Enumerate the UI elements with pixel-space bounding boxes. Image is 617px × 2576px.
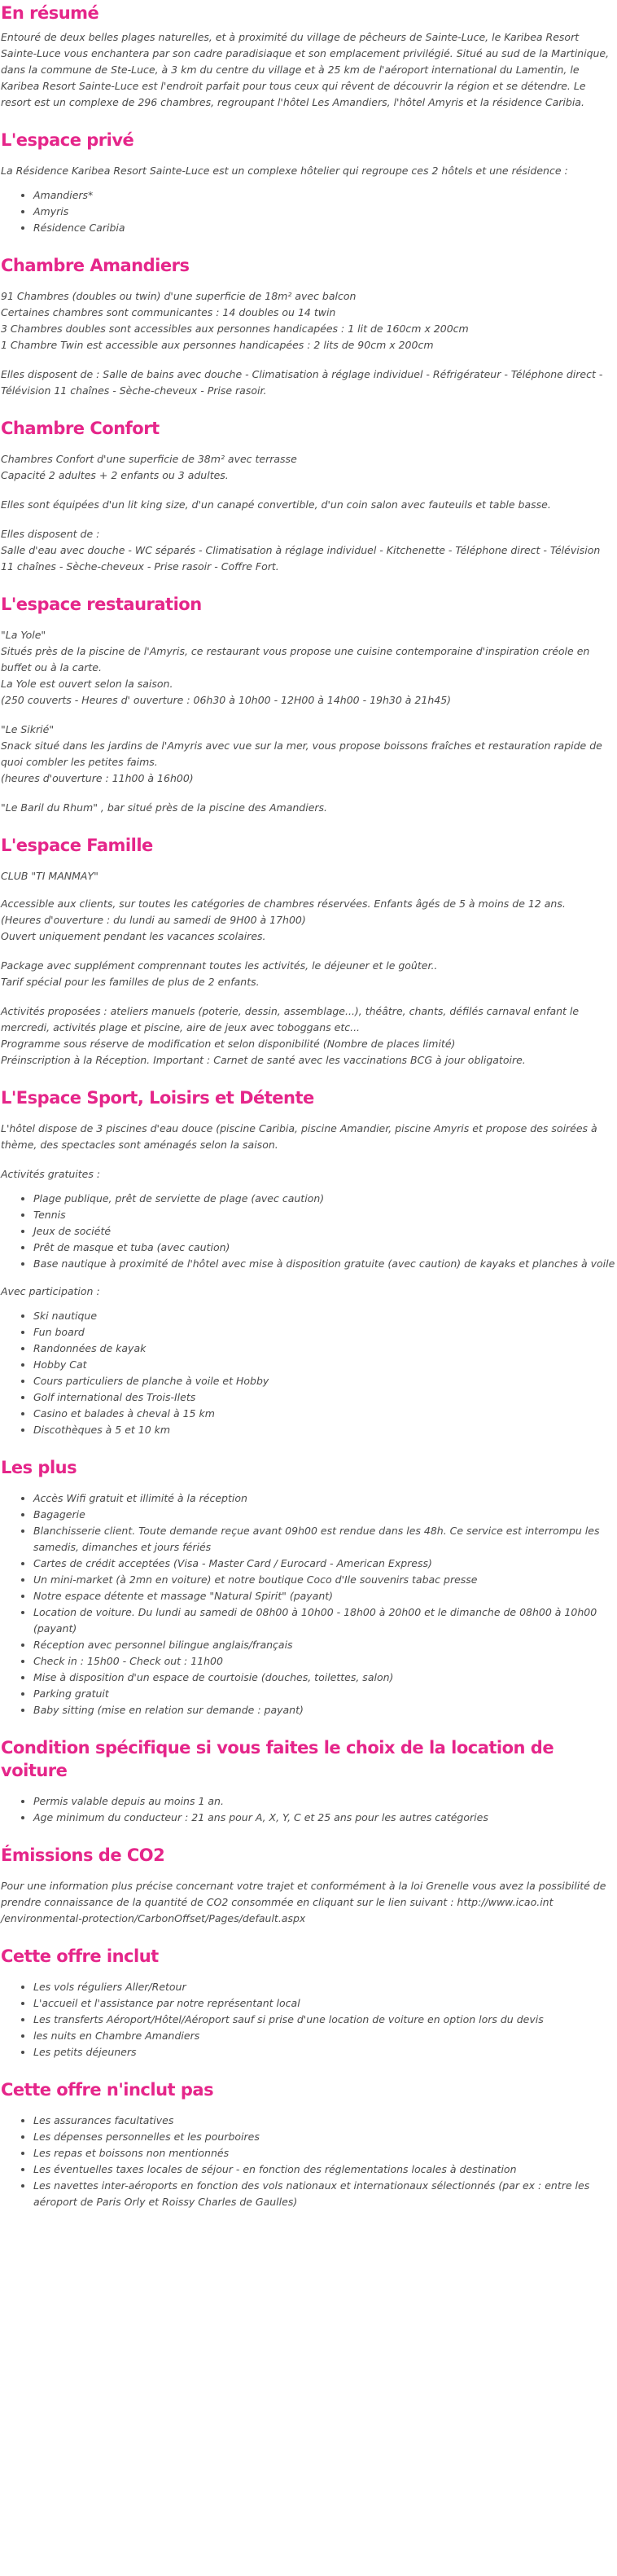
text-line: (250 couverts - Heures d' ouverture : 06h30 à 10h00 - 12H00 à 14h00 - 19h30 à 21h45): [1, 694, 452, 706]
list-item: • Prêt de masque et tuba (avec caution): [33, 1240, 615, 1256]
list-item: • Bagagerie: [33, 1507, 615, 1523]
inclut-list: [1, 1979, 615, 2060]
free-activities-label: Activités gratuites :: [1, 1168, 101, 1180]
confort-equipment: [1, 526, 615, 575]
text-line: Situés près de la piscine de l'Amyris, ce restaurant vous propose une cuisine contemporaine d'inspiration créole en buffet ou à la carte.: [1, 645, 590, 674]
list-item: • Cartes de crédit acceptées (Visa - Master Card / Eurocard - American Express): [33, 1556, 615, 1572]
text-line: Préinscription à la Réception. Important : Carnet de santé avec les vaccinations BCG à jour obligatoire.: [1, 1054, 526, 1066]
text-line: (heures d'ouverture : 11h00 à 16h00): [1, 772, 194, 784]
section-title-restauration: L'espace restauration: [1, 595, 202, 614]
text-line: 1 Chambre Twin est accessible aux personnes handicapées : 2 lits de 90cm x 200cm: [1, 339, 434, 351]
list-item: • Amandiers*: [33, 187, 615, 204]
list-item: • Base nautique à proximité de l'hôtel avec mise à disposition gratuite (avec caution) de kayaks et planches à voile: [33, 1256, 615, 1272]
list-item: • Résidence Caribia: [33, 220, 615, 236]
co2-text: Pour une information plus précise concernant votre trajet et conformément à la loi Grenelle vous avez la possibilité de prendre connaissance de la quantité de CO2 consommée en cliquant sur le lien suivant : http://www.icao.int /environmental-protection/CarbonOffset/Pages/default.aspx: [1, 1880, 606, 1924]
text-line: Salle d'eau avec douche - WC séparés - Climatisation à réglage individuel - Kitchenette - Téléphone direct - Télévision 11 chaînes - Sèche-cheveux - Prise rasoir - Coffre Fort.: [1, 544, 601, 573]
section-title-inclut: Cette offre inclut: [1, 1946, 159, 1966]
list-item: • Baby sitting (mise en relation sur demande : payant): [33, 1702, 615, 1718]
list-item: • Les transferts Aéroport/Hôtel/Aéroport sauf si prise d'une location de voiture en option lors du devis: [33, 2012, 615, 2028]
text-line: Ouvert uniquement pendant les vacances scolaires.: [1, 930, 266, 942]
list-item: • Les vols réguliers Aller/Retour: [33, 1979, 615, 1995]
club-activities: [1, 1003, 615, 1069]
list-item: • Fun board: [33, 1324, 615, 1341]
section-title-ninclut: Cette offre n'inclut pas: [1, 2080, 214, 2100]
list-item: • Un mini-market (à 2mn en voiture) et notre boutique Coco d'Ile souvenirs tabac presse: [33, 1572, 615, 1588]
text-line: 91 Chambres (doubles ou twin) d'une superficie de 18m² avec balcon: [1, 290, 357, 302]
text-line: Capacité 2 adultes + 2 enfants ou 3 adultes.: [1, 469, 229, 481]
list-item: • Mise à disposition d'un espace de courtoisie (douches, toilettes, salon): [33, 1670, 615, 1686]
list-item: • Les petits déjeuners: [33, 2044, 615, 2060]
section-title-famille: L'espace Famille: [1, 836, 153, 855]
list-item: • Réception avec personnel bilingue anglais/français: [33, 1637, 615, 1653]
section-title-location: Condition spécifique si vous faites le choix de la location de voiture: [1, 1738, 554, 1780]
text-line: Snack situé dans les jardins de l'Amyris avec vue sur la mer, vous propose boissons fraîches et restauration rapide de quoi combler les petites faims.: [1, 739, 602, 768]
list-item: • Jeux de société: [33, 1223, 615, 1240]
list-item: • Golf international des Trois-Ilets: [33, 1389, 615, 1406]
section-title-espace-prive: L'espace privé: [1, 130, 134, 150]
club-package: [1, 958, 615, 990]
confort-details: [1, 451, 615, 484]
list-item: • Les repas et boissons non mentionnés: [33, 2145, 615, 2161]
section-title-resume: En résumé: [1, 3, 99, 23]
text-line: Elles disposent de :: [1, 528, 100, 540]
list-item: • Randonnées de kayak: [33, 1341, 615, 1357]
section-title-co2: Émissions de CO2: [1, 1845, 165, 1865]
section-title-amandiers: Chambre Amandiers: [1, 256, 190, 275]
list-item: • Location de voiture. Du lundi au samedi de 08h00 à 10h00 - 18h00 à 20h00 et le dimanche de 08h00 à 10h00 (payant): [33, 1604, 615, 1637]
list-item: • Amyris: [33, 204, 615, 220]
list-item: • Les éventuelles taxes locales de séjour - en fonction des réglementations locales à destination: [33, 2161, 615, 2178]
paid-activities-label: Avec participation :: [1, 1285, 100, 1297]
plus-list: [1, 1490, 615, 1718]
list-item: • Blanchisserie client. Toute demande reçue avant 09h00 est rendue dans les 48h. Ce service est interrompu les samedis, dimanches et jours fériés: [33, 1523, 615, 1556]
list-item: • Discothèques à 5 et 10 km: [33, 1422, 615, 1438]
restaurant-la-yole: [1, 627, 615, 709]
list-item: • Parking gratuit: [33, 1686, 615, 1702]
list-item: • Notre espace détente et massage "Natural Spirit" (payant): [33, 1588, 615, 1604]
list-item: • L'accueil et l'assistance par notre représentant local: [33, 1995, 615, 2012]
text-line: Activités proposées : ateliers manuels (poterie, dessin, assemblage...), théâtre, chants, défilés carnaval enfant le mercredi, activités plage et piscine, aire de jeux avec toboggans etc...: [1, 1005, 580, 1033]
section-title-plus: Les plus: [1, 1458, 77, 1477]
resume-text: Entouré de deux belles plages naturelles, et à proximité du village de pêcheurs de Sainte-Luce, le Karibea Resort Sainte-Luce vous enchantera par son cadre paradisiaque et son emplacement privilégié. Situé au sud de la Martinique, dans la commune de Ste-Luce, à 3 km du centre du village et à 25 km de l'aéroport international du Lamentin, le Karibea Resort Sainte-Luce est l'endroit parfait pour tous ceux qui rêvent de découvrir la région et se détendre. Le resort est un complexe de 296 chambres, regroupant l'hôtel Les Amandiers, l'hôtel Amyris et la résidence Caribia.: [1, 31, 610, 108]
list-item: • Cours particuliers de planche à voile et Hobby: [33, 1373, 615, 1389]
espace-prive-intro: La Résidence Karibea Resort Sainte-Luce est un complexe hôtelier qui regroupe ces 2 hôtels et une résidence :: [1, 165, 568, 177]
text-line: Tarif spécial pour les familles de plus de 2 enfants.: [1, 976, 260, 988]
espace-prive-list: [1, 187, 615, 236]
list-item: • Les navettes inter-aéroports en fonction des vols nationaux et internationaux sélectionnés (par ex : entre les aéroport de Paris Orly et Roissy Charles de Gaulles): [33, 2178, 615, 2210]
list-item: • les nuits en Chambre Amandiers: [33, 2028, 615, 2044]
list-item: • Check in : 15h00 - Check out : 11h00: [33, 1653, 615, 1670]
text-line: Package avec supplément comprennant toutes les activités, le déjeuner et le goûter..: [1, 959, 438, 972]
text-line: "La Yole": [1, 629, 46, 641]
amandiers-details: [1, 288, 615, 353]
section-title-confort: Chambre Confort: [1, 419, 160, 438]
free-activities-list: [1, 1191, 615, 1272]
club-name: CLUB "TI MANMAY": [1, 870, 98, 882]
list-item: • Hobby Cat: [33, 1357, 615, 1373]
list-item: • Tennis: [33, 1207, 615, 1223]
list-item: • Age minimum du conducteur : 21 ans pour A, X, Y, C et 25 ans pour les autres catégories: [33, 1810, 615, 1826]
list-item: • Accès Wifi gratuit et illimité à la réception: [33, 1490, 615, 1507]
text-line: (Heures d'ouverture : du lundi au samedi de 9H00 à 17h00): [1, 914, 306, 926]
text-line: Certaines chambres sont communicantes : 14 doubles ou 14 twin: [1, 306, 336, 318]
list-item: • Casino et balades à cheval à 15 km: [33, 1406, 615, 1422]
bar-baril-du-rhum: "Le Baril du Rhum" , bar situé près de la piscine des Amandiers.: [1, 801, 328, 814]
section-title-sport: L'Espace Sport, Loisirs et Détente: [1, 1088, 314, 1108]
text-line: La Yole est ouvert selon la saison.: [1, 678, 173, 690]
list-item: • Les dépenses personnelles et les pourboires: [33, 2129, 615, 2145]
club-access: [1, 896, 615, 945]
amandiers-equipment: Elles disposent de : Salle de bains avec douche - Climatisation à réglage individuel - Réfrigérateur - Téléphone direct - Télévision 11 chaînes - Sèche-cheveux - Prise rasoir.: [1, 368, 603, 397]
text-line: Accessible aux clients, sur toutes les catégories de chambres réservées. Enfants âgés de 5 à moins de 12 ans.: [1, 897, 566, 910]
location-conditions-list: [1, 1793, 615, 1826]
list-item: • Ski nautique: [33, 1308, 615, 1324]
hotel-description: [0, 2, 617, 2230]
paid-activities-list: [1, 1308, 615, 1438]
text-line: Chambres Confort d'une superficie de 38m² avec terrasse: [1, 453, 297, 465]
text-line: Programme sous réserve de modification et selon disponibilité (Nombre de places limité): [1, 1038, 456, 1050]
list-item: • Les assurances facultatives: [33, 2113, 615, 2129]
list-item: • Permis valable depuis au moins 1 an.: [33, 1793, 615, 1810]
sport-intro: L'hôtel dispose de 3 piscines d'eau douce (piscine Caribia, piscine Amandier, piscine Amyris et propose des soirées à thème, des spectacles sont aménagés selon la saison.: [1, 1122, 597, 1151]
confort-equipped: Elles sont équipées d'un lit king size, d'un canapé convertible, d'un coin salon avec fauteuils et table basse.: [1, 498, 551, 511]
text-line: 3 Chambres doubles sont accessibles aux personnes handicapées : 1 lit de 160cm x 200cm: [1, 323, 469, 335]
list-item: • Plage publique, prêt de serviette de plage (avec caution): [33, 1191, 615, 1207]
ninclut-list: [1, 2113, 615, 2210]
text-line: "Le Sikrié": [1, 723, 55, 735]
restaurant-le-sikrie: [1, 722, 615, 787]
